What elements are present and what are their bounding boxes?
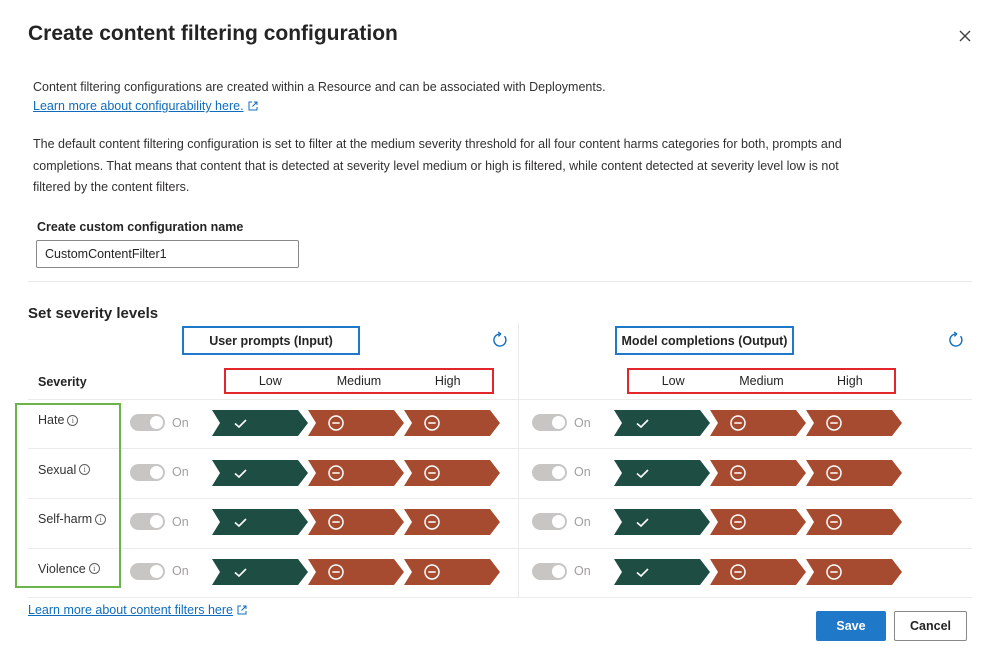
dialog-title: Create content filtering configuration <box>28 22 398 45</box>
filter-toggle[interactable] <box>532 563 591 580</box>
learn-more-config-link[interactable] <box>33 97 258 116</box>
input-level-headers <box>224 368 494 394</box>
toggle-track[interactable] <box>130 513 165 530</box>
output-level-headers <box>627 368 896 394</box>
toggle-label: On <box>172 415 189 430</box>
model-completions-group-label: Model completions (Output) <box>615 326 794 355</box>
info-icon[interactable]: i <box>89 563 100 574</box>
level-header-low: Low <box>258 374 282 388</box>
description-text: The default content filtering configuration is set to filter at the medium severity threshold for all four content harms categories for both, prompts and completions. That means that content that is detected at severity level medium or high is filtered, while content detected at severity level low is not filtered by the content filters. <box>33 137 842 194</box>
filter-toggle[interactable] <box>532 513 591 530</box>
intro-text: Content filtering configurations are created within a Resource and can be associated with Deployments. <box>33 80 606 94</box>
info-icon[interactable]: i <box>67 415 78 426</box>
external-link-icon <box>237 602 247 620</box>
level-block-chevron[interactable] <box>404 559 500 585</box>
level-block-chevron[interactable] <box>404 460 500 486</box>
level-allow-chevron[interactable] <box>614 460 710 486</box>
toggle-label: On <box>172 514 189 529</box>
level-block-chevron[interactable] <box>710 410 806 436</box>
refresh-icon[interactable] <box>947 331 965 349</box>
category-name: Violence <box>38 561 86 576</box>
category-name: Hate <box>38 413 65 427</box>
row-divider <box>28 498 972 499</box>
toggle-label: On <box>574 415 591 430</box>
level-allow-chevron[interactable] <box>614 559 710 585</box>
level-block-chevron[interactable] <box>308 410 404 436</box>
level-block-chevron[interactable] <box>404 410 500 436</box>
categories-highlight <box>15 403 121 588</box>
filter-toggle[interactable] <box>130 513 189 530</box>
toggle-track[interactable] <box>130 563 165 580</box>
level-block-chevron[interactable] <box>308 460 404 486</box>
toggle-label: On <box>574 514 591 529</box>
filter-toggle[interactable] <box>130 464 189 481</box>
level-allow-chevron[interactable] <box>614 509 710 535</box>
config-name-input[interactable] <box>36 240 299 268</box>
toggle-track[interactable] <box>532 464 567 481</box>
category-name: Sexual <box>38 462 77 477</box>
level-allow-chevron[interactable] <box>614 410 710 436</box>
filter-toggle[interactable] <box>130 414 189 431</box>
level-block-chevron[interactable] <box>404 509 500 535</box>
level-allow-chevron[interactable] <box>212 509 308 535</box>
learn-more-config-label[interactable]: Learn more about configurability here. <box>33 99 244 113</box>
level-allow-chevron[interactable] <box>212 460 308 486</box>
toggle-track[interactable] <box>130 414 165 431</box>
learn-more-filters-label[interactable]: Learn more about content filters here <box>28 603 233 617</box>
level-block-chevron[interactable] <box>308 559 404 585</box>
refresh-icon[interactable] <box>491 331 509 349</box>
save-button[interactable]: Save <box>816 611 886 641</box>
level-header-high: High <box>836 374 863 388</box>
toggle-label: On <box>172 465 189 479</box>
level-block-chevron[interactable] <box>308 509 404 535</box>
severity-column-header: Severity <box>38 375 87 389</box>
level-allow-chevron[interactable] <box>212 559 308 585</box>
toggle-track[interactable] <box>532 513 567 530</box>
toggle-track[interactable] <box>130 464 165 481</box>
divider <box>28 281 972 282</box>
row-divider <box>28 399 972 400</box>
row-divider <box>28 548 972 549</box>
info-icon[interactable]: i <box>95 514 106 525</box>
level-block-chevron[interactable] <box>806 509 902 535</box>
config-name-label: Create custom configuration name <box>37 220 244 234</box>
filter-toggle[interactable] <box>532 414 591 431</box>
cancel-button[interactable]: Cancel <box>894 611 967 641</box>
level-allow-chevron[interactable] <box>212 410 308 436</box>
level-header-medium: Medium <box>739 374 784 388</box>
level-header-medium: Medium <box>336 374 382 388</box>
row-divider <box>28 448 972 449</box>
level-block-chevron[interactable] <box>806 559 902 585</box>
level-header-high: High <box>434 374 461 388</box>
level-header-low: Low <box>661 374 685 388</box>
user-prompts-group-label: User prompts (Input) <box>182 326 360 355</box>
filter-toggle[interactable] <box>130 563 189 580</box>
external-link-icon <box>248 98 258 116</box>
column-divider <box>518 323 519 597</box>
row-divider <box>28 597 972 598</box>
close-icon[interactable] <box>954 25 976 47</box>
learn-more-filters-link[interactable] <box>28 601 247 620</box>
category-name: Self-harm <box>38 512 93 526</box>
level-block-chevron[interactable] <box>710 559 806 585</box>
toggle-track[interactable] <box>532 414 567 431</box>
info-icon[interactable]: i <box>79 464 90 475</box>
severity-section-title: Set severity levels <box>28 305 159 322</box>
toggle-label: On <box>172 564 189 578</box>
level-block-chevron[interactable] <box>710 509 806 535</box>
toggle-track[interactable] <box>532 563 567 580</box>
level-block-chevron[interactable] <box>806 410 902 436</box>
level-block-chevron[interactable] <box>806 460 902 486</box>
filter-toggle[interactable] <box>532 464 591 481</box>
toggle-label: On <box>574 465 591 479</box>
toggle-label: On <box>574 564 591 578</box>
level-block-chevron[interactable] <box>710 460 806 486</box>
